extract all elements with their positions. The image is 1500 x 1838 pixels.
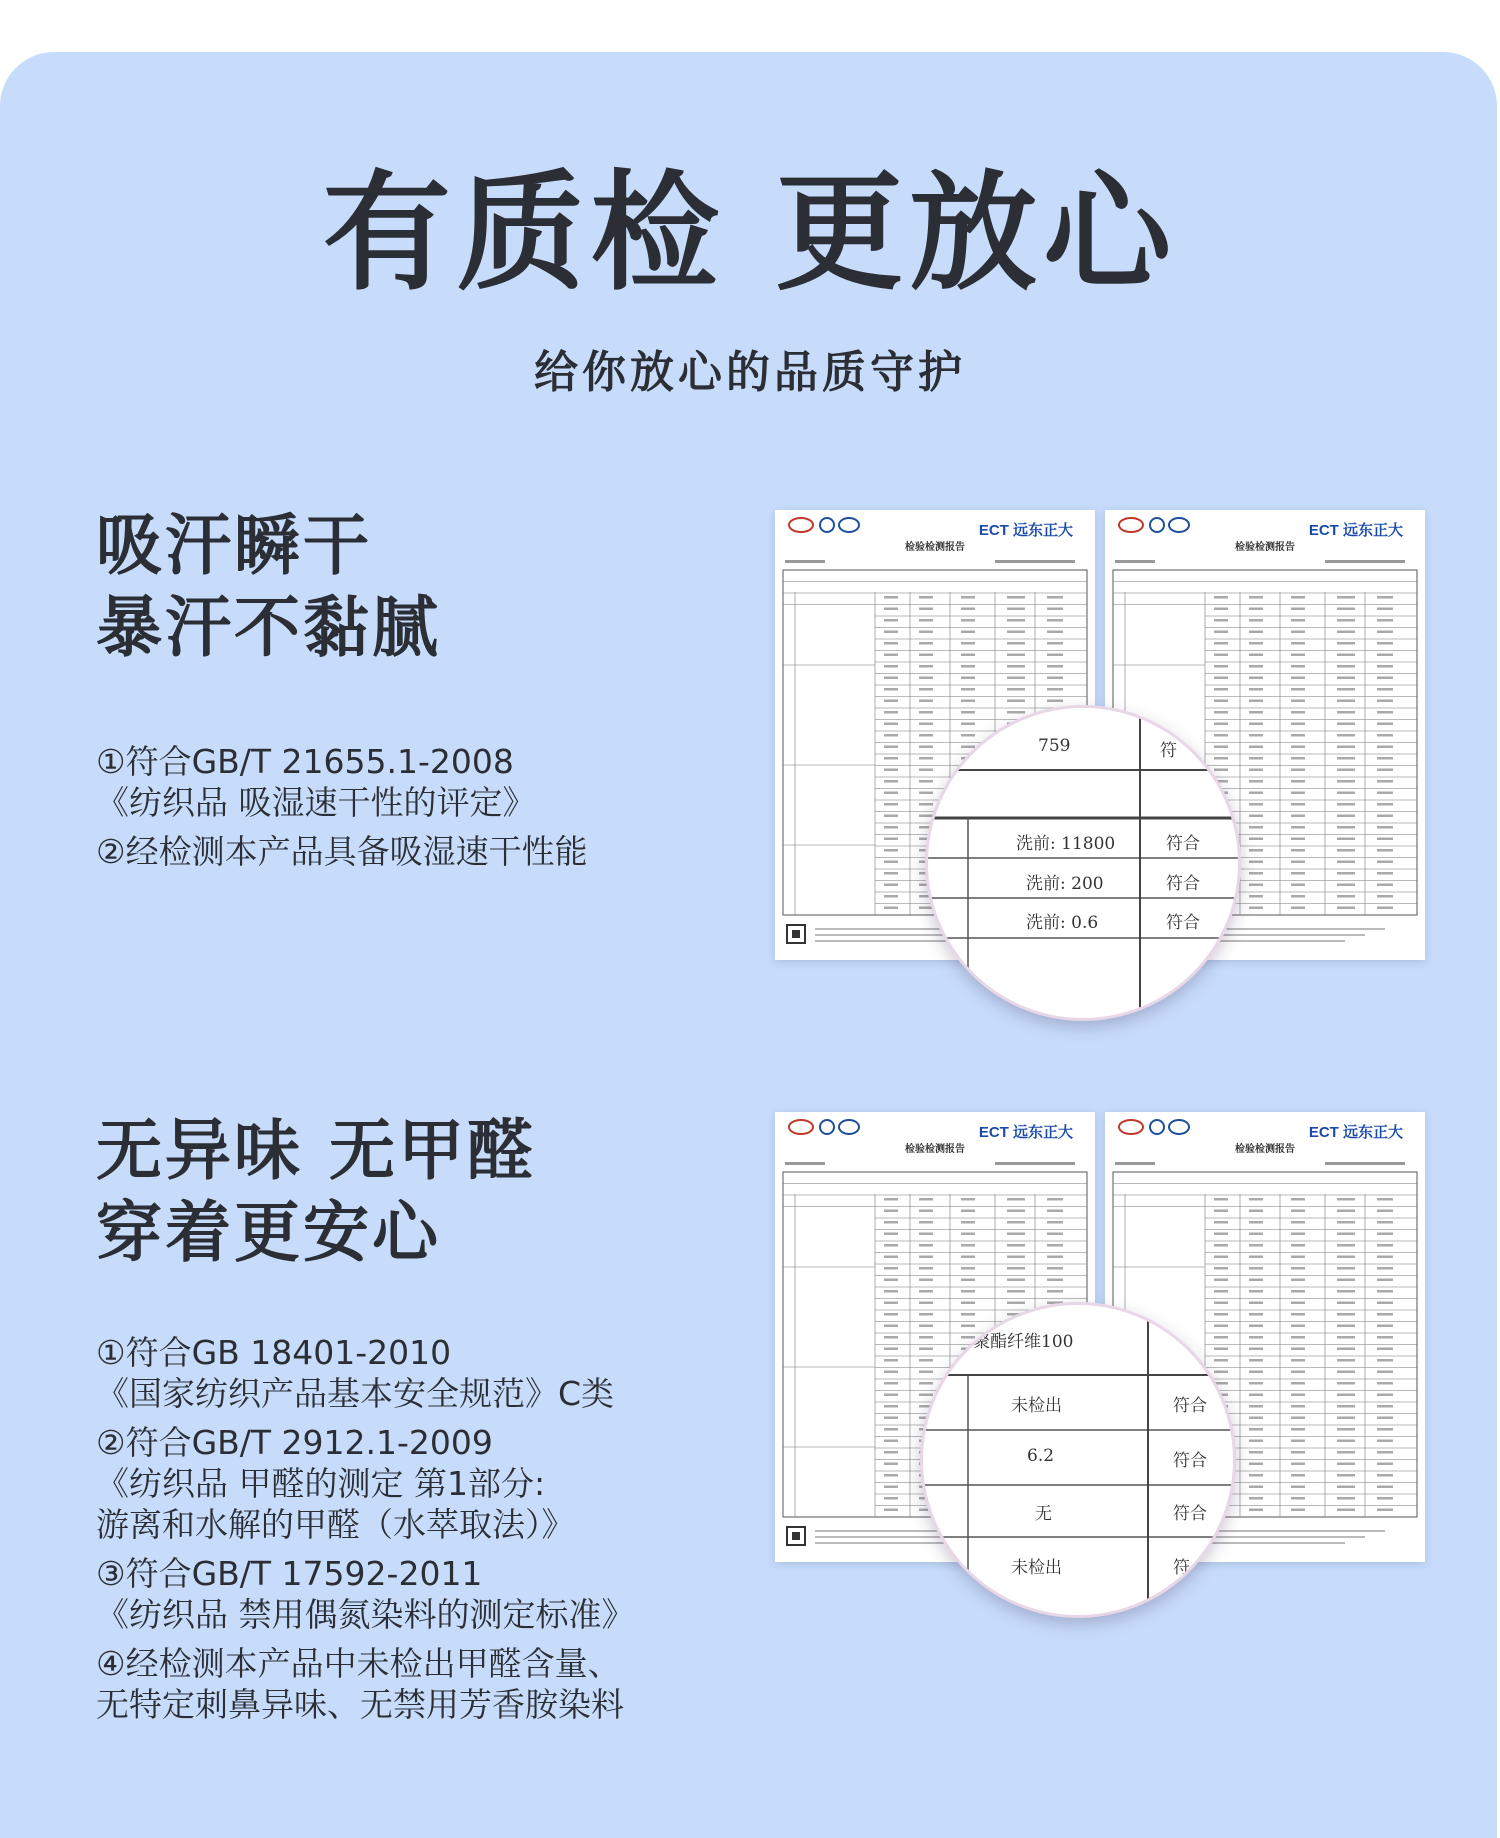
report-title: 检验检测报告	[1235, 542, 1295, 553]
standard-item: ②符合GB/T 2912.1-2009 《纺织品 甲醛的测定 第1部分: 游离和水解的甲醛（水萃取法）》	[96, 1423, 575, 1544]
magnifier-grid	[928, 708, 1238, 1018]
magnifier-value: 洗前: 0.6	[1026, 913, 1099, 933]
report-title: 检验检测报告	[1235, 1144, 1295, 1155]
section-formaldehyde-free	[96, 1110, 635, 1725]
cert-logo-icon	[1169, 518, 1189, 532]
cert-logo-icon	[1119, 518, 1143, 532]
test-report-group	[775, 1112, 1435, 1652]
ect-logo: ECT 远东正大	[1308, 1124, 1403, 1141]
magnifier-top-result: 符	[1160, 741, 1177, 761]
section-headline	[96, 1110, 635, 1274]
magnifier-result: 符合	[1166, 913, 1200, 933]
headline-line: 吸汗瞬干	[96, 507, 372, 584]
cert-logo-icon	[1150, 1120, 1164, 1134]
cert-logo-icon	[820, 518, 834, 532]
headline-line: 穿着更安心	[96, 1194, 441, 1271]
headline-line: 无异味 无甲醛	[96, 1112, 536, 1189]
magnifier-value: 无	[1035, 1504, 1052, 1524]
magnifier-result: 符合	[1173, 1451, 1207, 1471]
report-title: 检验检测报告	[905, 1144, 965, 1155]
magnifier-result: 符合	[1173, 1504, 1207, 1524]
magnifier-result: 符合	[1166, 834, 1200, 854]
cert-logo-icon	[820, 1120, 834, 1134]
standard-item: ②经检测本产品具备吸湿速干性能	[96, 832, 588, 871]
magnifier-top-value: 759	[1038, 736, 1071, 756]
cert-logo-icon	[839, 518, 859, 532]
ect-logo: ECT 远东正大	[978, 1124, 1073, 1141]
standard-item: ④经检测本产品中未检出甲醛含量、 无特定刺鼻异味、无禁用芳香胺染料	[96, 1644, 624, 1724]
page-title: 有质检 更放心	[322, 159, 1178, 308]
cert-logo-icon	[789, 1120, 813, 1134]
standard-item: ①符合GB/T 21655.1-2008 《纺织品 吸湿速干性的评定》	[96, 742, 536, 822]
headline-line: 暴汗不黏腻	[96, 589, 441, 666]
magnifier-zoom	[920, 1302, 1236, 1618]
magnifier-value: 未检出	[1011, 1558, 1062, 1578]
section-headline	[96, 505, 588, 669]
cert-logo-icon	[1169, 1120, 1189, 1134]
magnifier-value: 未检出	[1011, 1396, 1062, 1416]
magnifier-zoom	[925, 705, 1241, 1021]
ect-logo: ECT 远东正大	[1308, 522, 1403, 539]
magnifier-result: 符合	[1173, 1396, 1207, 1416]
standards-list	[96, 741, 588, 872]
cert-logo-icon	[1150, 518, 1164, 532]
report-title: 检验检测报告	[905, 542, 965, 553]
cert-logo-icon	[839, 1120, 859, 1134]
magnifier-value: 洗前: 11800	[1016, 834, 1116, 854]
standard-item: ①符合GB 18401-2010 《国家纺织产品基本安全规范》C类	[96, 1333, 615, 1413]
section-quick-dry	[96, 505, 588, 872]
test-report-group	[775, 510, 1435, 1050]
magnifier-result: 符合	[1166, 874, 1200, 894]
magnifier-top-value: 聚酯纤维100	[973, 1332, 1074, 1352]
page-subtitle: 给你放心的品质守护	[534, 347, 966, 398]
magnifier-result: 符	[1173, 1558, 1190, 1578]
magnifier-value: 洗前: 200	[1026, 874, 1104, 894]
ect-logo: ECT 远东正大	[978, 522, 1073, 539]
cert-logo-icon	[1119, 1120, 1143, 1134]
standard-item: ③符合GB/T 17592-2011 《纺织品 禁用偶氮染料的测定标准》	[96, 1554, 635, 1634]
standards-list	[96, 1332, 635, 1725]
magnifier-value: 6.2	[1027, 1446, 1055, 1466]
cert-logo-icon	[789, 518, 813, 532]
